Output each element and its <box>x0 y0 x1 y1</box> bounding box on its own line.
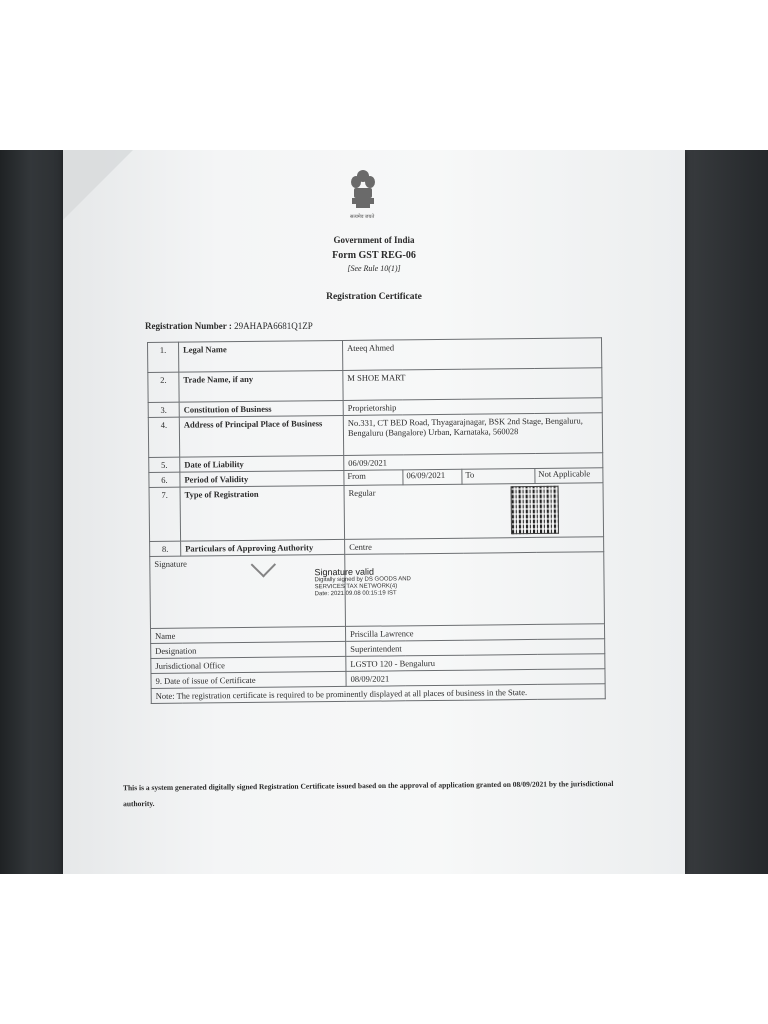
table-row <box>148 368 602 403</box>
issue-date-label: 9. Date of issue of Certificate <box>151 671 346 688</box>
government-heading: Government of India <box>333 235 415 245</box>
officer-name-value: Priscilla Lawrence <box>345 624 604 642</box>
liability-value: 06/09/2021 <box>344 453 603 471</box>
signature-label: Signature <box>150 554 346 628</box>
signature-row <box>150 552 605 629</box>
form-title: Form GST REG-06 <box>332 250 416 261</box>
registration-type-value: Regular <box>348 487 376 498</box>
address-label: Address of Principal Place of Business <box>179 415 343 457</box>
qr-code <box>511 486 560 535</box>
signature-block <box>314 552 605 627</box>
validity-label: Period of Validity <box>180 470 344 487</box>
document-photo <box>0 150 768 874</box>
table-row <box>148 338 602 373</box>
approving-authority-value: Centre <box>345 537 604 555</box>
validity-to-value: Not Applicable <box>535 468 603 484</box>
registration-number-value: 29AHAPA6681Q1ZP <box>234 321 313 331</box>
jurisdictional-office-value: LGSTO 120 - Bengaluru <box>346 654 605 672</box>
certificate-table <box>147 337 606 704</box>
row-number: 1. <box>148 342 179 372</box>
row-number: 7. <box>149 487 181 541</box>
folded-corner <box>63 150 133 220</box>
signature-detail-1: Digitally signed by DS GOODS AND <box>314 576 411 584</box>
officer-name-label: Name <box>151 626 346 643</box>
issue-date-value: 08/09/2021 <box>346 669 605 687</box>
validity-from-value: 06/09/2021 <box>403 469 462 485</box>
row-number: 3. <box>148 402 179 417</box>
jurisdictional-office-label: Jurisdictional Office <box>151 656 346 673</box>
constitution-label: Constitution of Business <box>179 400 343 417</box>
row-number: 5. <box>149 457 180 472</box>
row-number: 4. <box>148 417 179 457</box>
validity-from-label: From <box>344 470 403 486</box>
legal-name-label: Legal Name <box>179 340 343 372</box>
row-number: 8. <box>150 541 181 556</box>
footer-statement: This is a system generated digitally signed Registration Certificate issued based on the approval of application granted on 08/09/2021 by the jurisdictional authority. <box>122 778 614 809</box>
national-emblem-icon <box>347 168 379 216</box>
signature-valid-text: Signature valid <box>314 566 375 578</box>
address-value: No.331, CT BED Road, Thyagarajnagar, BSK 2nd Stage, Bengaluru, Bengaluru (Bangalore) Urban, Karnataka, 560028 <box>343 413 602 456</box>
validity-to-label: To <box>462 468 535 484</box>
registration-type-label: Type of Registration <box>180 485 345 541</box>
row-number: 2. <box>148 372 179 402</box>
designation-value: Superintendent <box>346 639 605 657</box>
signature-detail-3: Date: 2021.09.08 00:15:19 IST <box>314 590 397 598</box>
legal-name-value: Ateeq Ahmed <box>342 338 601 371</box>
designation-label: Designation <box>151 641 346 658</box>
approving-authority-label: Particulars of Approving Authority <box>181 539 345 556</box>
row-number: 6. <box>149 472 180 487</box>
registration-type-cell <box>344 483 604 540</box>
liability-label: Date of Liability <box>180 455 344 472</box>
trade-name-value: M SHOE MART <box>343 368 602 401</box>
emblem-motto: सत्यमेव जयते <box>350 215 375 220</box>
table-row <box>149 483 604 542</box>
trade-name-label: Trade Name, if any <box>179 370 343 402</box>
rule-reference: [See Rule 10(1)] <box>347 264 401 273</box>
registration-number-label: Registration Number : <box>145 321 232 331</box>
constitution-value: Proprietorship <box>343 398 602 416</box>
registration-number-line <box>145 321 313 331</box>
display-note: Note: The registration certificate is required to be prominently displayed at all places of business in the State. <box>151 684 605 704</box>
certificate-title: Registration Certificate <box>326 292 422 302</box>
signature-detail-2: SERVICES TAX NETWORK(4) <box>314 583 398 591</box>
table-row <box>148 413 602 458</box>
certificate-sheet <box>63 150 685 874</box>
